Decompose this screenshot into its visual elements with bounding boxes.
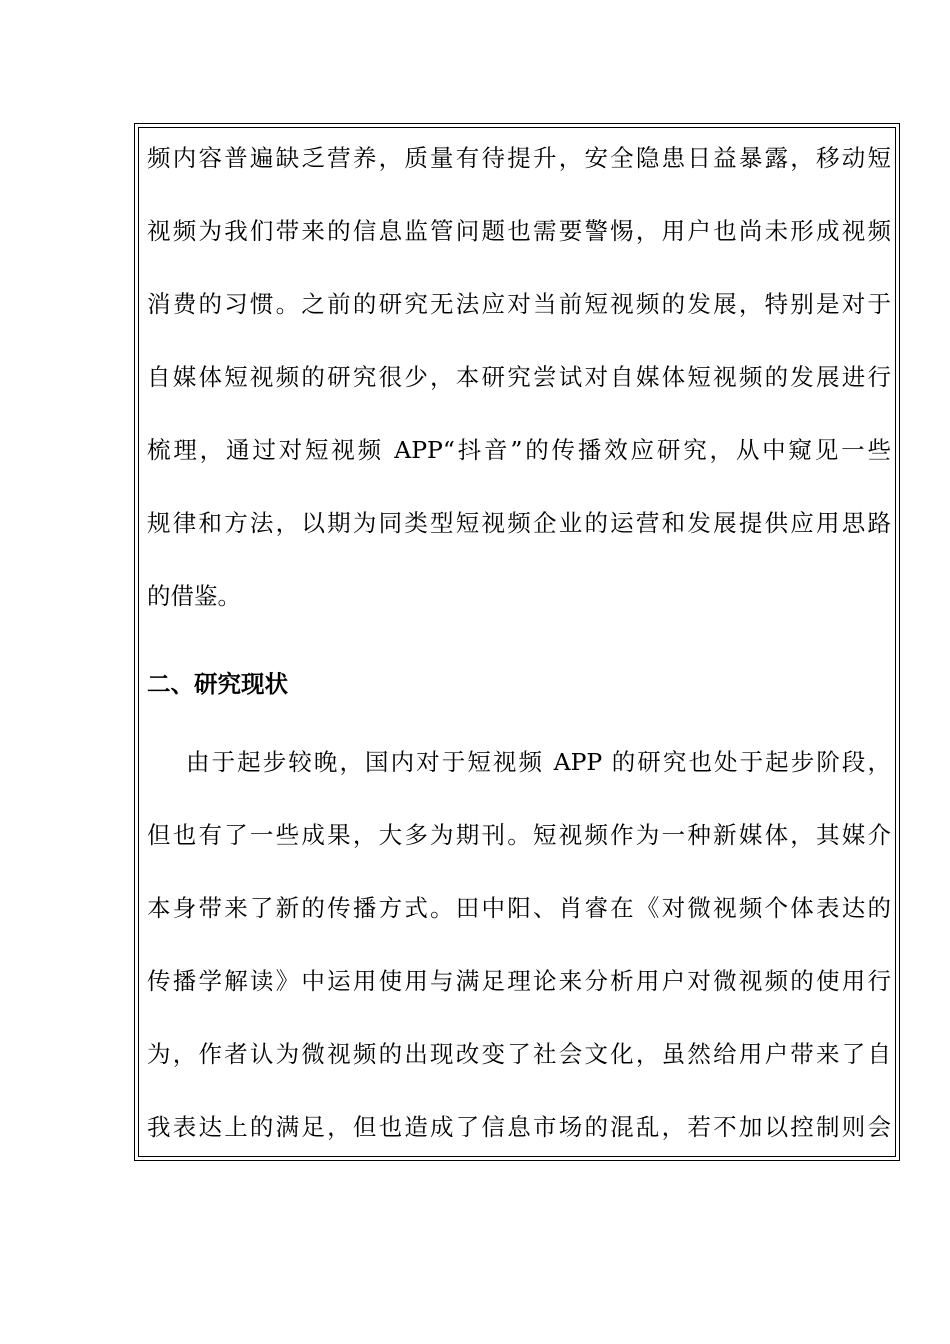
paragraph-1-line-5: 梳理，通过对短视频 APP“抖音”的传播效应研究，从中窥见一些 [147, 436, 891, 464]
section-heading: 二、研究现状 [147, 670, 288, 698]
paragraph-1-line-7: 的借鉴。 [147, 582, 241, 610]
paragraph-2-line-6: 我表达上的满足，但也造成了信息市场的混乱，若不加以控制则会 [147, 1113, 891, 1141]
paragraph-2-line-4: 传播学解读》中运用使用与满足理论来分析用户对微视频的使用行 [147, 967, 891, 995]
paragraph-2-line-1: 由于起步较晚，国内对于短视频 APP 的研究也处于起步阶段， [186, 748, 891, 776]
paragraph-1-line-1: 频内容普遍缺乏营养，质量有待提升，安全隐患日益暴露，移动短 [147, 144, 891, 172]
paragraph-2-line-3: 本身带来了新的传播方式。田中阳、肖睿在《对微视频个体表达的 [147, 894, 891, 922]
paragraph-2-line-2: 但也有了一些成果，大多为期刊。短视频作为一种新媒体，其媒介 [147, 821, 891, 849]
paragraph-1-line-4: 自媒体短视频的研究很少，本研究尝试对自媒体短视频的发展进行 [147, 363, 891, 391]
paragraph-2-line-5: 为，作者认为微视频的出现改变了社会文化，虽然给用户带来了自 [147, 1040, 891, 1068]
paragraph-1-line-3: 消费的习惯。之前的研究无法应对当前短视频的发展，特别是对于 [147, 290, 891, 318]
paragraph-1-line-6: 规律和方法，以期为同类型短视频企业的运营和发展提供应用思路 [147, 509, 891, 537]
paragraph-1-line-2: 视频为我们带来的信息监管问题也需要警惕，用户也尚未形成视频 [147, 217, 891, 245]
bordered-text-box [134, 123, 900, 1161]
bordered-text-box-inner [138, 127, 896, 1157]
